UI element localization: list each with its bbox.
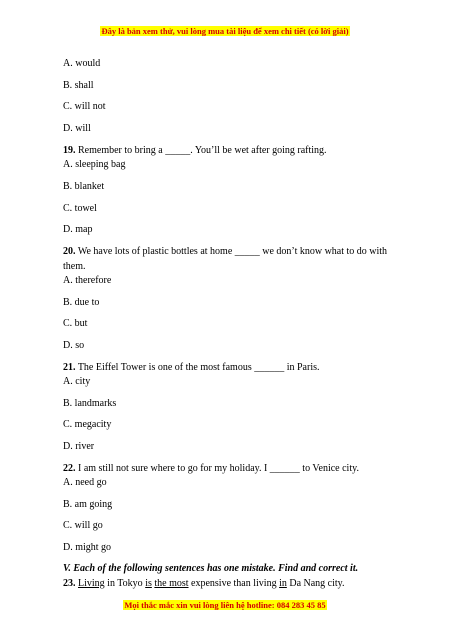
question-number: 21. [63, 362, 76, 373]
option-21-a: A. city [63, 376, 91, 387]
question-number: 22. [63, 463, 76, 474]
sentence-part: Da Nang city. [286, 578, 345, 589]
underlined-word: in [279, 578, 287, 589]
question-22 [63, 462, 410, 475]
question-number: 20. [63, 246, 76, 257]
question-number: 19. [63, 145, 76, 156]
option-20-a: A. therefore [63, 275, 112, 286]
option-20-c: C. but [63, 318, 88, 329]
question-20 [63, 245, 410, 258]
preview-notice-text: Đây là bản xem thử, vui lòng mua tài liệu để xem chi tiết (có lời giải) [101, 26, 349, 36]
hotline-banner [0, 600, 450, 611]
option-22-c: C. will go [63, 520, 103, 531]
option-19-b: B. blanket [63, 181, 105, 192]
question-number: 23. [63, 578, 76, 589]
option-20-b: B. due to [63, 297, 100, 308]
option-21-b: B. landmarks [63, 398, 117, 409]
question-23 [63, 577, 410, 590]
preview-notice-banner [0, 26, 450, 37]
option-prev-a: A. would [63, 58, 101, 69]
option-20-d: D. so [63, 340, 85, 351]
underlined-word: Living [78, 578, 105, 589]
underlined-word: is [145, 578, 152, 589]
option-21-d: D. river [63, 441, 95, 452]
underlined-word: the most [154, 578, 189, 589]
option-prev-c: C. will not [63, 101, 106, 112]
option-22-a: A. need go [63, 477, 107, 488]
question-20-continued: them. [63, 261, 86, 272]
option-22-b: B. am going [63, 499, 113, 510]
question-21 [63, 361, 410, 374]
option-22-d: D. might go [63, 542, 112, 553]
sentence-part: in Tokyo [104, 578, 146, 589]
hotline-text: Mọi thắc mắc xin vui lòng liên hệ hotline: 084 283 45 85 [124, 600, 326, 610]
question-text: The Eiffel Tower is one of the most famous ______ in Paris. [75, 362, 320, 373]
section-heading: V. Each of the following sentences has one mistake. Find and correct it. [63, 563, 359, 574]
option-prev-b: B. shall [63, 80, 94, 91]
option-19-a: A. sleeping bag [63, 159, 126, 170]
option-21-c: C. megacity [63, 419, 112, 430]
option-19-c: C. towel [63, 203, 97, 214]
sentence-part: expensive than living [188, 578, 280, 589]
question-text: Remember to bring a _____. You’ll be wet after going rafting. [75, 145, 327, 156]
question-text: I am still not sure where to go for my holiday. I ______ to Venice city. [75, 463, 359, 474]
question-19 [63, 144, 410, 157]
option-prev-d: D. will [63, 123, 91, 134]
question-text: We have lots of plastic bottles at home _____ we don’t know what to do with [75, 246, 388, 257]
option-19-d: D. map [63, 224, 93, 235]
